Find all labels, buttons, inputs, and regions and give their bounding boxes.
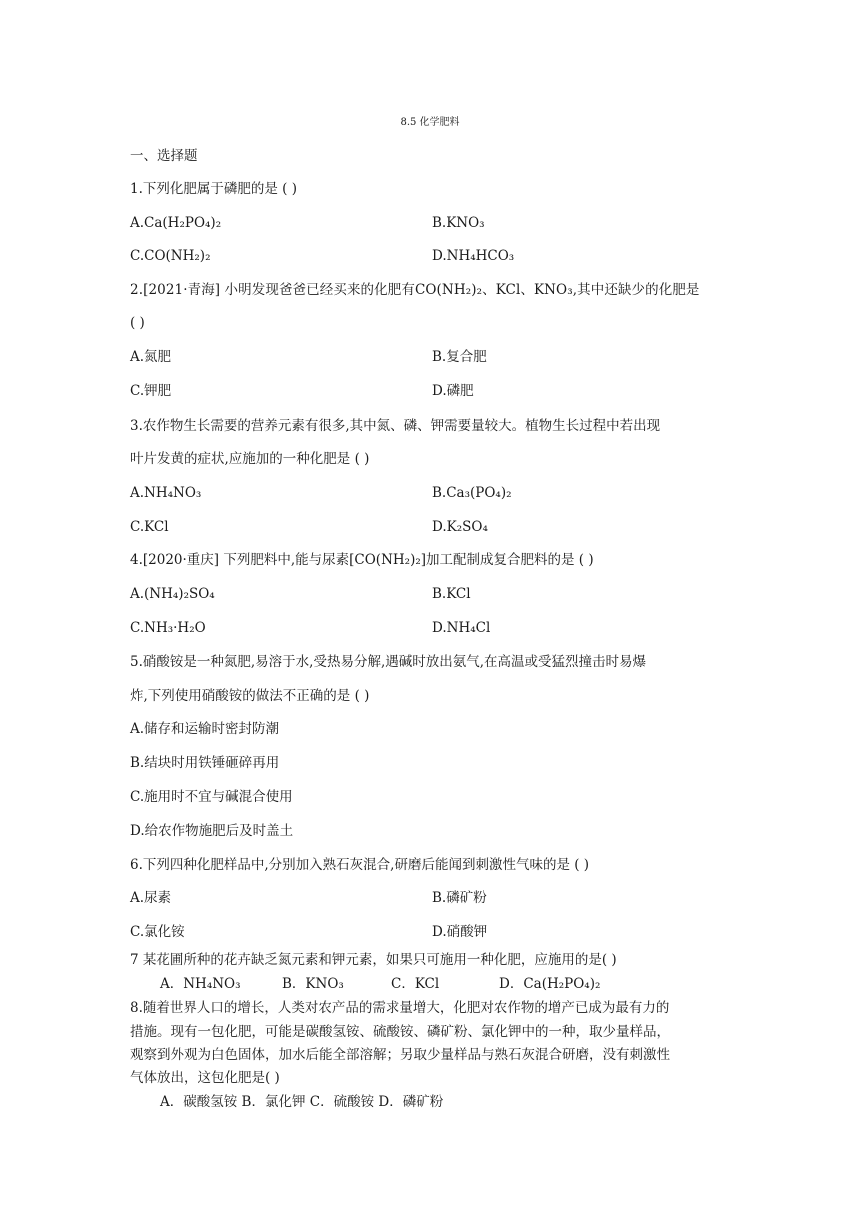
question-1-option-c: C.CO(NH₂)₂ bbox=[130, 248, 211, 264]
question-6-option-c: C.氯化铵 bbox=[130, 924, 185, 940]
question-3-option-a: A.NH₄NO₃ bbox=[130, 485, 202, 501]
question-4-option-c: C.NH₃·H₂O bbox=[130, 620, 206, 636]
question-5-option-c: C.施用时不宜与碱混合使用 bbox=[130, 789, 293, 805]
question-5-stem-line-1: 5.硝酸铵是一种氮肥,易溶于水,受热易分解,遇碱时放出氨气,在高温或受猛烈撞击时易爆 bbox=[130, 654, 647, 670]
question-8-stem-line-4: 气体放出，这包化肥是( ) bbox=[130, 1070, 280, 1086]
question-7-option-b: B．KNO₃ bbox=[282, 976, 344, 992]
question-2-stem-line-1: 2.[2021·青海] 小明发现爸爸已经买来的化肥有CO(NH₂)₂、KCl、KNO₃,其中还缺少的化肥是 bbox=[130, 282, 700, 298]
question-2-option-d: D.磷肥 bbox=[432, 383, 474, 399]
question-3-option-d: D.K₂SO₄ bbox=[432, 519, 488, 535]
question-6-stem: 6.下列四种化肥样品中,分别加入熟石灰混合,研磨后能闻到刺激性气味的是 ( ) bbox=[130, 857, 590, 873]
section-heading: 一、选择题 bbox=[130, 148, 198, 164]
question-5-stem-line-2: 炸,下列使用硝酸铵的做法不正确的是 ( ) bbox=[130, 688, 370, 704]
question-7-option-a: A．NH₄NO₃ bbox=[160, 976, 241, 992]
question-2-option-a: A.氮肥 bbox=[130, 349, 172, 365]
question-3-option-c: C.KCl bbox=[130, 519, 169, 535]
question-3-stem-line-1: 3.农作物生长需要的营养元素有很多,其中氮、磷、钾需要量较大。植物生长过程中若出现 bbox=[130, 418, 661, 434]
question-8-stem-line-3: 观察到外观为白色固体，加水后能全部溶解；另取少量样品与熟石灰混合研磨，没有刺激性 bbox=[130, 1047, 670, 1063]
page-title: 8.5 化学肥料 bbox=[400, 117, 460, 128]
question-4-option-d: D.NH₄Cl bbox=[432, 620, 491, 636]
question-4-stem: 4.[2020·重庆] 下列肥料中,能与尿素[CO(NH₂)₂]加工配制成复合肥料的是 ( ) bbox=[130, 552, 594, 568]
question-8-options: A．碳酸氢铵 B．氯化钾 C．硫酸铵 D．磷矿粉 bbox=[160, 1094, 444, 1110]
question-8-stem-line-1: 8.随着世界人口的增长，人类对农产品的需求量增大，化肥对农作物的增产已成为最有力的 bbox=[130, 1000, 670, 1016]
question-5-option-b: B.结块时用铁锤砸碎再用 bbox=[130, 755, 280, 771]
question-1-stem: 1.下列化肥属于磷肥的是 ( ) bbox=[130, 181, 297, 197]
question-1-option-d: D.NH₄HCO₃ bbox=[432, 248, 515, 264]
question-6-option-a: A.尿素 bbox=[130, 890, 172, 906]
question-6-option-b: B.磷矿粉 bbox=[432, 890, 487, 906]
question-1-option-a: A.Ca(H₂PO₄)₂ bbox=[130, 215, 222, 231]
question-5-option-d: D.给农作物施肥后及时盖土 bbox=[130, 823, 294, 839]
question-2-stem-line-2: ( ) bbox=[130, 315, 145, 331]
question-4-option-b: B.KCl bbox=[432, 586, 471, 602]
question-5-option-a: A.储存和运输时密封防潮 bbox=[130, 721, 280, 737]
question-3-stem-line-2: 叶片发黄的症状,应施加的一种化肥是 ( ) bbox=[130, 451, 370, 467]
question-7-option-d: D．Ca(H₂PO₄)₂ bbox=[499, 976, 601, 992]
question-7-stem: 7 某花圃所种的花卉缺乏氮元素和钾元素，如果只可施用一种化肥，应施用的是( ) bbox=[130, 952, 617, 968]
question-1-option-b: B.KNO₃ bbox=[432, 215, 485, 231]
question-8-stem-line-2: 措施。现有一包化肥，可能是碳酸氢铵、硫酸铵、磷矿粉、氯化钾中的一种，取少量样品， bbox=[130, 1024, 670, 1040]
question-6-option-d: D.硝酸钾 bbox=[432, 924, 488, 940]
question-2-option-c: C.钾肥 bbox=[130, 383, 172, 399]
question-3-option-b: B.Ca₃(PO₄)₂ bbox=[432, 485, 512, 501]
question-2-option-b: B.复合肥 bbox=[432, 349, 487, 365]
question-7-option-c: C．KCl bbox=[391, 976, 440, 992]
question-4-option-a: A.(NH₄)₂SO₄ bbox=[130, 586, 215, 602]
